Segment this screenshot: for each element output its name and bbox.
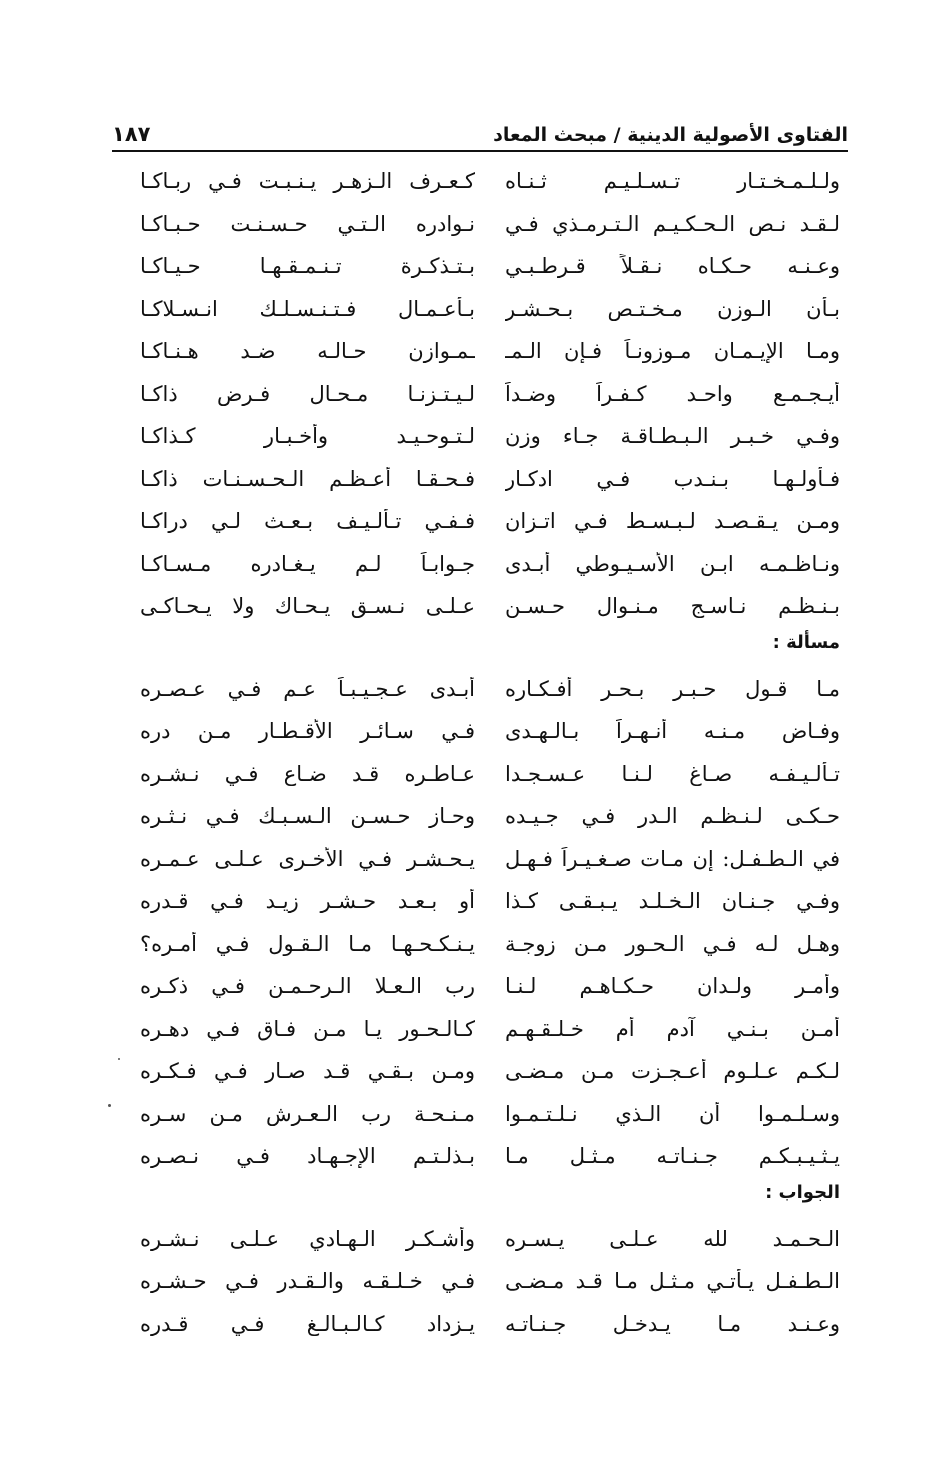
running-title: الفتاوى الأصولية الدينية / مبحث المعاد — [493, 124, 848, 146]
verse-first-hemistich: أيـجـمـع واحـد كـفـراً وضـداً — [505, 381, 840, 406]
verse-first-hemistich: يـثـيـبـكـم جـنـاتـه مـثـل مـا — [505, 1144, 840, 1169]
verse-first-hemistich: ومـا الإيـمـان مـوزونـاً فـإن الـمـ — [505, 339, 840, 364]
verse-second-hemistich: فـي سـائـر الأقـطـار مـن دره — [140, 719, 475, 744]
verse-first-hemistich: وأمـر ولـدان حـكـاهـم لـنـا — [505, 974, 840, 999]
section-heading-question: مسألة : — [772, 632, 840, 653]
verse-first-hemistich: تـألـيـفـه صـاغ لـنـا عـسـجـدا — [505, 761, 840, 786]
verse-line — [140, 838, 840, 881]
verse-line — [140, 458, 840, 501]
verse-second-hemistich: بـأعـمـال فـتـنـسـلـك انـسـلاكـا — [140, 296, 475, 321]
verse-second-hemistich: فـفـي تـألـيـف بـعـث لـي دراكـا — [140, 509, 475, 534]
page-number: ١٨٧ — [112, 122, 151, 146]
verse-second-hemistich: فـحـقـا أعـظـم الـحـسـنـات ذاكـا — [140, 466, 475, 491]
verse-line — [140, 288, 840, 331]
verse-first-hemistich: وسـلـمـوا أن الـذي نـلـتـمـوا — [505, 1101, 840, 1126]
scan-speck — [118, 1058, 120, 1060]
verse-first-hemistich: وهـل لـه فـي الـحـور مـن زوجـة — [505, 931, 840, 956]
verse-second-hemistich: يـنـكـحـهـا مـا الـقـول فـي أمـره؟ — [140, 931, 475, 956]
verse-line — [140, 543, 840, 586]
poem-section-1 — [140, 160, 840, 628]
verse-line — [140, 203, 840, 246]
verse-line — [140, 1008, 840, 1051]
verse-second-hemistich: فـي خـلـقـه والـقـدر فـي حـشـره — [140, 1269, 475, 1294]
verse-first-hemistich: لـكـم عـلـوم أعـجـزت مـن مـضـى — [505, 1059, 840, 1084]
verse-first-hemistich: أمـن بـنـي آدم أم خـلـقـهـم — [505, 1016, 840, 1041]
verse-first-hemistich: وفـي جـنـان الـخـلـد يـبـقـى كـذا — [505, 889, 840, 914]
verse-first-hemistich: مـا قـول حـبـر بـحـر أفـكـاره — [505, 676, 840, 701]
verse-line — [140, 330, 840, 373]
verse-second-hemistich: وأشـكـر الـهـادي عـلـى نـشـره — [140, 1226, 475, 1251]
verse-first-hemistich: بـأن الـوزن مـخـتـص بـحـشـر — [505, 296, 840, 321]
verse-first-hemistich: الـطـفـل يـأتـي مـثـل مـا قـد مـضـى — [505, 1269, 840, 1294]
verse-line — [140, 1260, 840, 1303]
verse-first-hemistich: في الـطـفـل: إن مـات صـغـيـراً فـهـل — [505, 846, 840, 871]
verse-line — [140, 710, 840, 753]
verse-line — [140, 245, 840, 288]
verse-first-hemistich: وعـنـد مـا يـدخـل جـنـاتـه — [505, 1311, 840, 1336]
verse-line — [140, 795, 840, 838]
verse-second-hemistich: كـالـحـور يـا مـن فـاق فـي دهـره — [140, 1016, 475, 1041]
verse-line — [140, 160, 840, 203]
verse-second-hemistich: يـزداد كـالـبـالـغ فـي قـدره — [140, 1311, 475, 1336]
verse-line — [140, 415, 840, 458]
verse-line — [140, 1218, 840, 1261]
verse-line — [140, 965, 840, 1008]
verse-line — [140, 923, 840, 966]
verse-line — [140, 373, 840, 416]
verse-first-hemistich: وفـي خـبـر الـبـطـاقـة جـاء وزن — [505, 424, 840, 449]
verse-line — [140, 668, 840, 711]
verse-second-hemistich: عـاطـره قـد ضـاع فـي نـشـره — [140, 761, 475, 786]
verse-first-hemistich: وفـاض مـنـه أنـهـراً بـالـهـدى — [505, 719, 840, 744]
verse-second-hemistich: كـعـرف الـزهـر يـنـبـت فـي ربـاكـا — [140, 169, 475, 194]
verse-second-hemistich: أبـدى عـجـيـبـاً عـم فـي عـصـره — [140, 676, 475, 701]
verse-second-hemistich: ومـن بـقـي قـد صـار فـي فـكـره — [140, 1059, 475, 1084]
verse-first-hemistich: الـحـمـد لله عـلـى يـسـره — [505, 1226, 840, 1251]
verse-line — [140, 500, 840, 543]
verse-second-hemistich: يـحـشـر فـي الأخـرى عـلـى عـمـره — [140, 846, 475, 871]
verse-first-hemistich: بـنـظـم نـاسـج مـنـوال حـسـن — [505, 594, 840, 619]
verse-second-hemistich: أو بـعـد حـشـر زيـد فـي قـدره — [140, 889, 475, 914]
verse-second-hemistich: لـتـوحـيـد وأخـبـار كـذاكـا — [140, 424, 475, 449]
verse-line — [140, 1093, 840, 1136]
poem-section-2 — [140, 668, 840, 1178]
verse-second-hemistich: مـنـحـة رب الـعـرش مـن سـره — [140, 1101, 475, 1126]
verse-line — [140, 1135, 840, 1178]
verse-first-hemistich: حـكـى لـنـظـم الـدر فـي جـيـده — [505, 804, 840, 829]
poem-body — [140, 160, 840, 1345]
verse-second-hemistich: بـذلـتـم الإجـهـاد فـي نـصـره — [140, 1144, 475, 1169]
verse-line — [140, 880, 840, 923]
verse-second-hemistich: عـلـى نـسـق يـحـاك ولا يـحـاكـى — [140, 594, 475, 619]
verse-second-hemistich: رب الـعـلا الـرحـمـن فـي ذكـره — [140, 974, 475, 999]
verse-second-hemistich: جـوابـاً لـم يـغـادره مـسـاكـا — [140, 551, 475, 576]
verse-second-hemistich: ـمـوازن حـالـه ضـد هـنـاكـا — [140, 339, 475, 364]
verse-line — [140, 1050, 840, 1093]
verse-second-hemistich: وحـاز حـسـن الـسـبـك فـي نـثـره — [140, 804, 475, 829]
scan-speck — [108, 1104, 111, 1107]
verse-second-hemistich: نـوادره الـتـي حـسـنـت حـبـاكـا — [140, 211, 475, 236]
verse-first-hemistich: ولـلـمـخـتـار تـسـلـيـم ثـنـاه — [505, 169, 840, 194]
page-header — [112, 112, 848, 152]
verse-first-hemistich: ونـاظـمـه ابـن الأسـيـوطي أبـدى — [505, 551, 840, 576]
verse-first-hemistich: وعـنـه حـكـاه نـقـلاً قـرطـبـي — [505, 254, 840, 279]
verse-line — [140, 585, 840, 628]
verse-line — [140, 1303, 840, 1346]
poem-section-3 — [140, 1218, 840, 1346]
verse-second-hemistich: لـيـتـزنـا مـحـال فـرض ذاكـا — [140, 381, 475, 406]
verse-second-hemistich: بـتـذكـرة تـنـمـقـهـا حـيـاكـا — [140, 254, 475, 279]
verse-first-hemistich: ومـن يـقـصـد لـبـسـط فـي اتـزان — [505, 509, 840, 534]
verse-line — [140, 753, 840, 796]
verse-first-hemistich: لـقـد نـص الـحـكـيـم الـتـرمـذي فـي — [505, 211, 840, 236]
section-heading-answer: الجواب : — [765, 1182, 840, 1203]
verse-first-hemistich: فـأولـهـا بـنـدب فـي ادكـار — [505, 466, 840, 491]
